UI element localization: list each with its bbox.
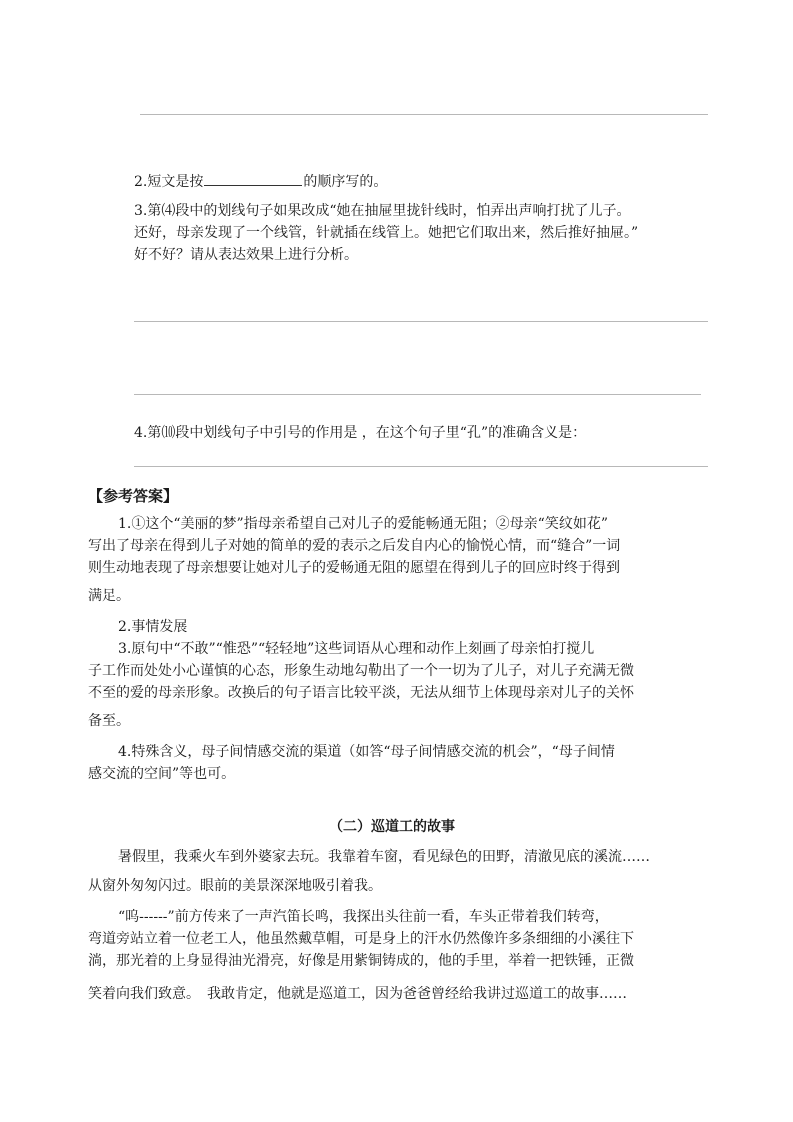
story-paragraph-2-line-2: 弯道旁站立着一位老工人，他虽然戴草帽，可是身上的汗水仍然像许多条细细的小溪往下 xyxy=(88,931,634,947)
answer-3-line-4: 备至。 xyxy=(88,713,130,729)
story-paragraph-1-line-1: 暑假里，我乘火车到外婆家去玩。我靠着车窗，看见绿色的田野，清澈见底的溪流…… xyxy=(118,849,650,865)
answer-line-3 xyxy=(134,394,701,395)
question-2-prefix: 2.短文是按 xyxy=(134,174,204,190)
story-paragraph-2-line-4: 笑着向我们致意。 我敢肯定，他就是巡道工，因为爸爸曾经给我讲过巡道工的故事…… xyxy=(88,986,627,1002)
answer-1-line-3: 则生动地表现了母亲想要让她对儿子的爱畅通无阻的愿望在得到儿子的回应时终于得到 xyxy=(88,560,620,576)
answer-2: 2.事情发展 xyxy=(118,619,188,635)
answer-3-line-2: 子工作而处处小心谨慎的心态，形象生动地勾勒出了一个一切为了儿子，对儿子充满无微 xyxy=(88,663,634,679)
question-2-suffix: 的顺序写的。 xyxy=(303,174,388,190)
answer-line-1 xyxy=(140,114,708,115)
fill-in-blank[interactable] xyxy=(204,171,302,186)
question-2 xyxy=(134,171,387,193)
answer-line-2 xyxy=(134,321,708,322)
answer-3-line-1: 3.原句中“不敢”“惟恐”“轻轻地”这些词语从心理和动作上刻画了母亲怕打搅儿 xyxy=(118,641,595,657)
answer-1-line-2: 写出了母亲在得到儿子对她的简单的爱的表示之后发自内心的愉悦心情，而“缝合”一词 xyxy=(88,538,621,554)
question-3-line-1: 3.第⑷段中的划线句子如果改成“她在抽屉里拢针线时，怕弄出声响打扰了儿子。 xyxy=(134,203,631,219)
story-title: （二）巡道工的故事 xyxy=(329,819,455,835)
story-paragraph-1-line-2: 从窗外匆匆闪过。眼前的美景深深地吸引着我。 xyxy=(88,878,382,894)
answer-1-line-1: 1.①这个“美丽的梦”指母亲希望自己对儿子的爱能畅通无阻；②母亲“笑纹如花” xyxy=(118,516,608,532)
answer-line-4 xyxy=(134,466,708,467)
answer-3-line-3: 不至的爱的母亲形象。改换后的句子语言比较平淡，无法从细节上体现母亲对儿子的关怀 xyxy=(88,685,634,701)
question-3-line-2: 还好，母亲发现了一个线管，针就插在线管上。她把它们取出来，然后推好抽屉。” xyxy=(134,225,639,241)
story-paragraph-2-line-1: “呜------”前方传来了一声汽笛长鸣，我探出头往前一看，车头正带着我们转弯， xyxy=(118,909,609,925)
answer-1-line-4: 满足。 xyxy=(88,588,130,604)
question-3-line-3: 好不好？请从表达效果上进行分析。 xyxy=(134,247,358,263)
answer-4-line-1: 4.特殊含义，母子间情感交流的渠道（如答“母子间情感交流的机会”，“母子间情 xyxy=(118,744,615,760)
question-4: 4.第⑽段中划线句子中引号的作用是 ，在这个句子里“孔”的准确含义是： xyxy=(134,425,587,441)
story-paragraph-2-line-3: 淌，那光着的上身显得油光滑亮，好像是用紫铜铸成的，他的手里，举着一把铁锤，正微 xyxy=(88,953,634,969)
answers-heading: 【参考答案】 xyxy=(88,487,179,505)
answer-4-line-2: 感交流的空间”等也可。 xyxy=(88,766,236,782)
